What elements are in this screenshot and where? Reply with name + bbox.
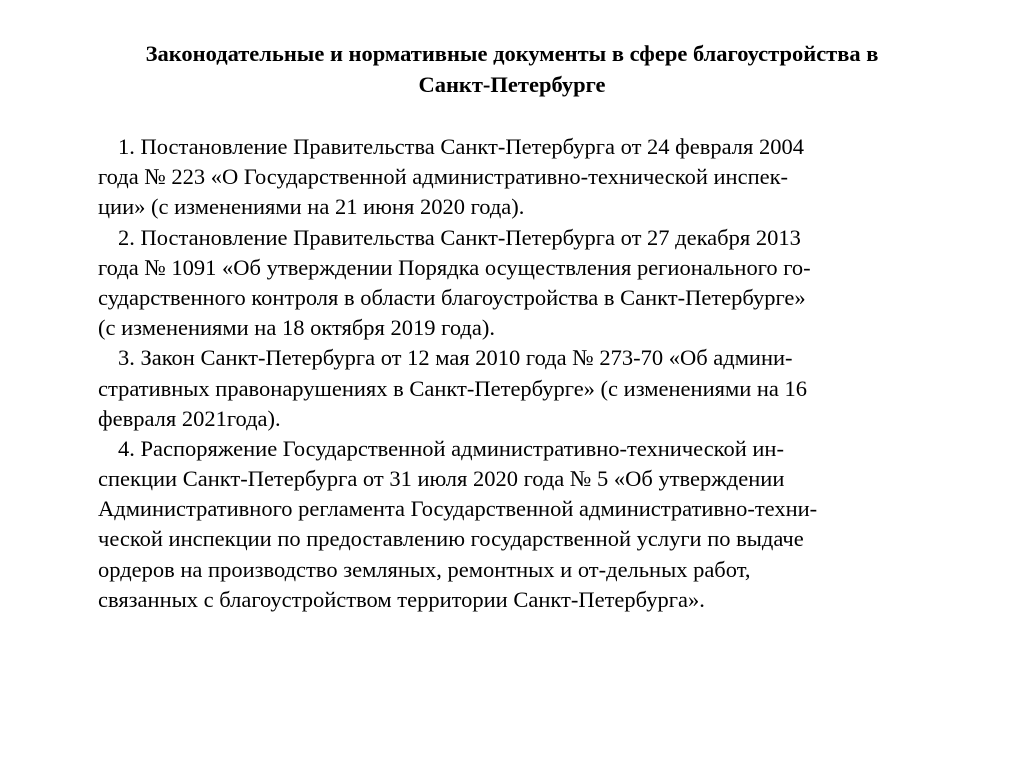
- page-title-line-2: Санкт-Петербурге: [418, 72, 606, 97]
- list-item-3-line: стративных правонарушениях в Санкт-Петербурге» (с изменениями на 16: [98, 375, 808, 401]
- list-item-4: [98, 434, 928, 615]
- list-item-3: [98, 343, 928, 434]
- list-item-2-line: сударственного контроля в области благоустройства в Санкт-Петербурге»: [98, 284, 806, 310]
- list-item-1-line: 1. Постановление Правительства Санкт-Петербурга от 24 февраля 2004: [118, 134, 804, 159]
- page-title-line-1: Законодательные и нормативные документы в сфере благоустройства в: [145, 41, 879, 66]
- list-item-2-line: года № 1091 «Об утверждении Порядка осуществления регионального го-: [98, 254, 811, 280]
- list-item-4-line: ордеров на производство земляных, ремонтных и от-дельных работ,: [98, 556, 751, 582]
- list-item-2-line: (с изменениями на 18 октября 2019 года).: [98, 315, 495, 341]
- list-item-2: [98, 223, 928, 344]
- list-item-1: [98, 132, 928, 223]
- list-item-4-line: 4. Распоряжение Государственной административно-технической ин-: [118, 435, 784, 461]
- list-item-2-line: 2. Постановление Правительства Санкт-Петербурга от 27 декабря 2013: [118, 224, 801, 250]
- list-item-4-line: Административного регламента Государственной административно-техни-: [98, 496, 818, 522]
- list-item-1-line: года № 223 «О Государственной административно-технической инспек-: [98, 164, 789, 190]
- list-item-1-line: ции» (с изменениями на 21 июня 2020 года).: [98, 194, 525, 220]
- page-title: [60, 38, 964, 100]
- list-item-4-line: связанных с благоустройством территории Санкт-Петербурга».: [98, 586, 705, 612]
- list-item-4-line: ческой инспекции по предоставлению государственной услуги по выдаче: [98, 526, 804, 552]
- list-item-3-line: февраля 2021года).: [98, 405, 281, 431]
- list-item-4-line: спекции Санкт-Петербурга от 31 июля 2020 года № 5 «Об утверждении: [98, 466, 785, 492]
- document-list: [98, 132, 928, 615]
- list-item-3-line: 3. Закон Санкт-Петербурга от 12 мая 2010 года № 273-70 «Об админи-: [118, 345, 793, 371]
